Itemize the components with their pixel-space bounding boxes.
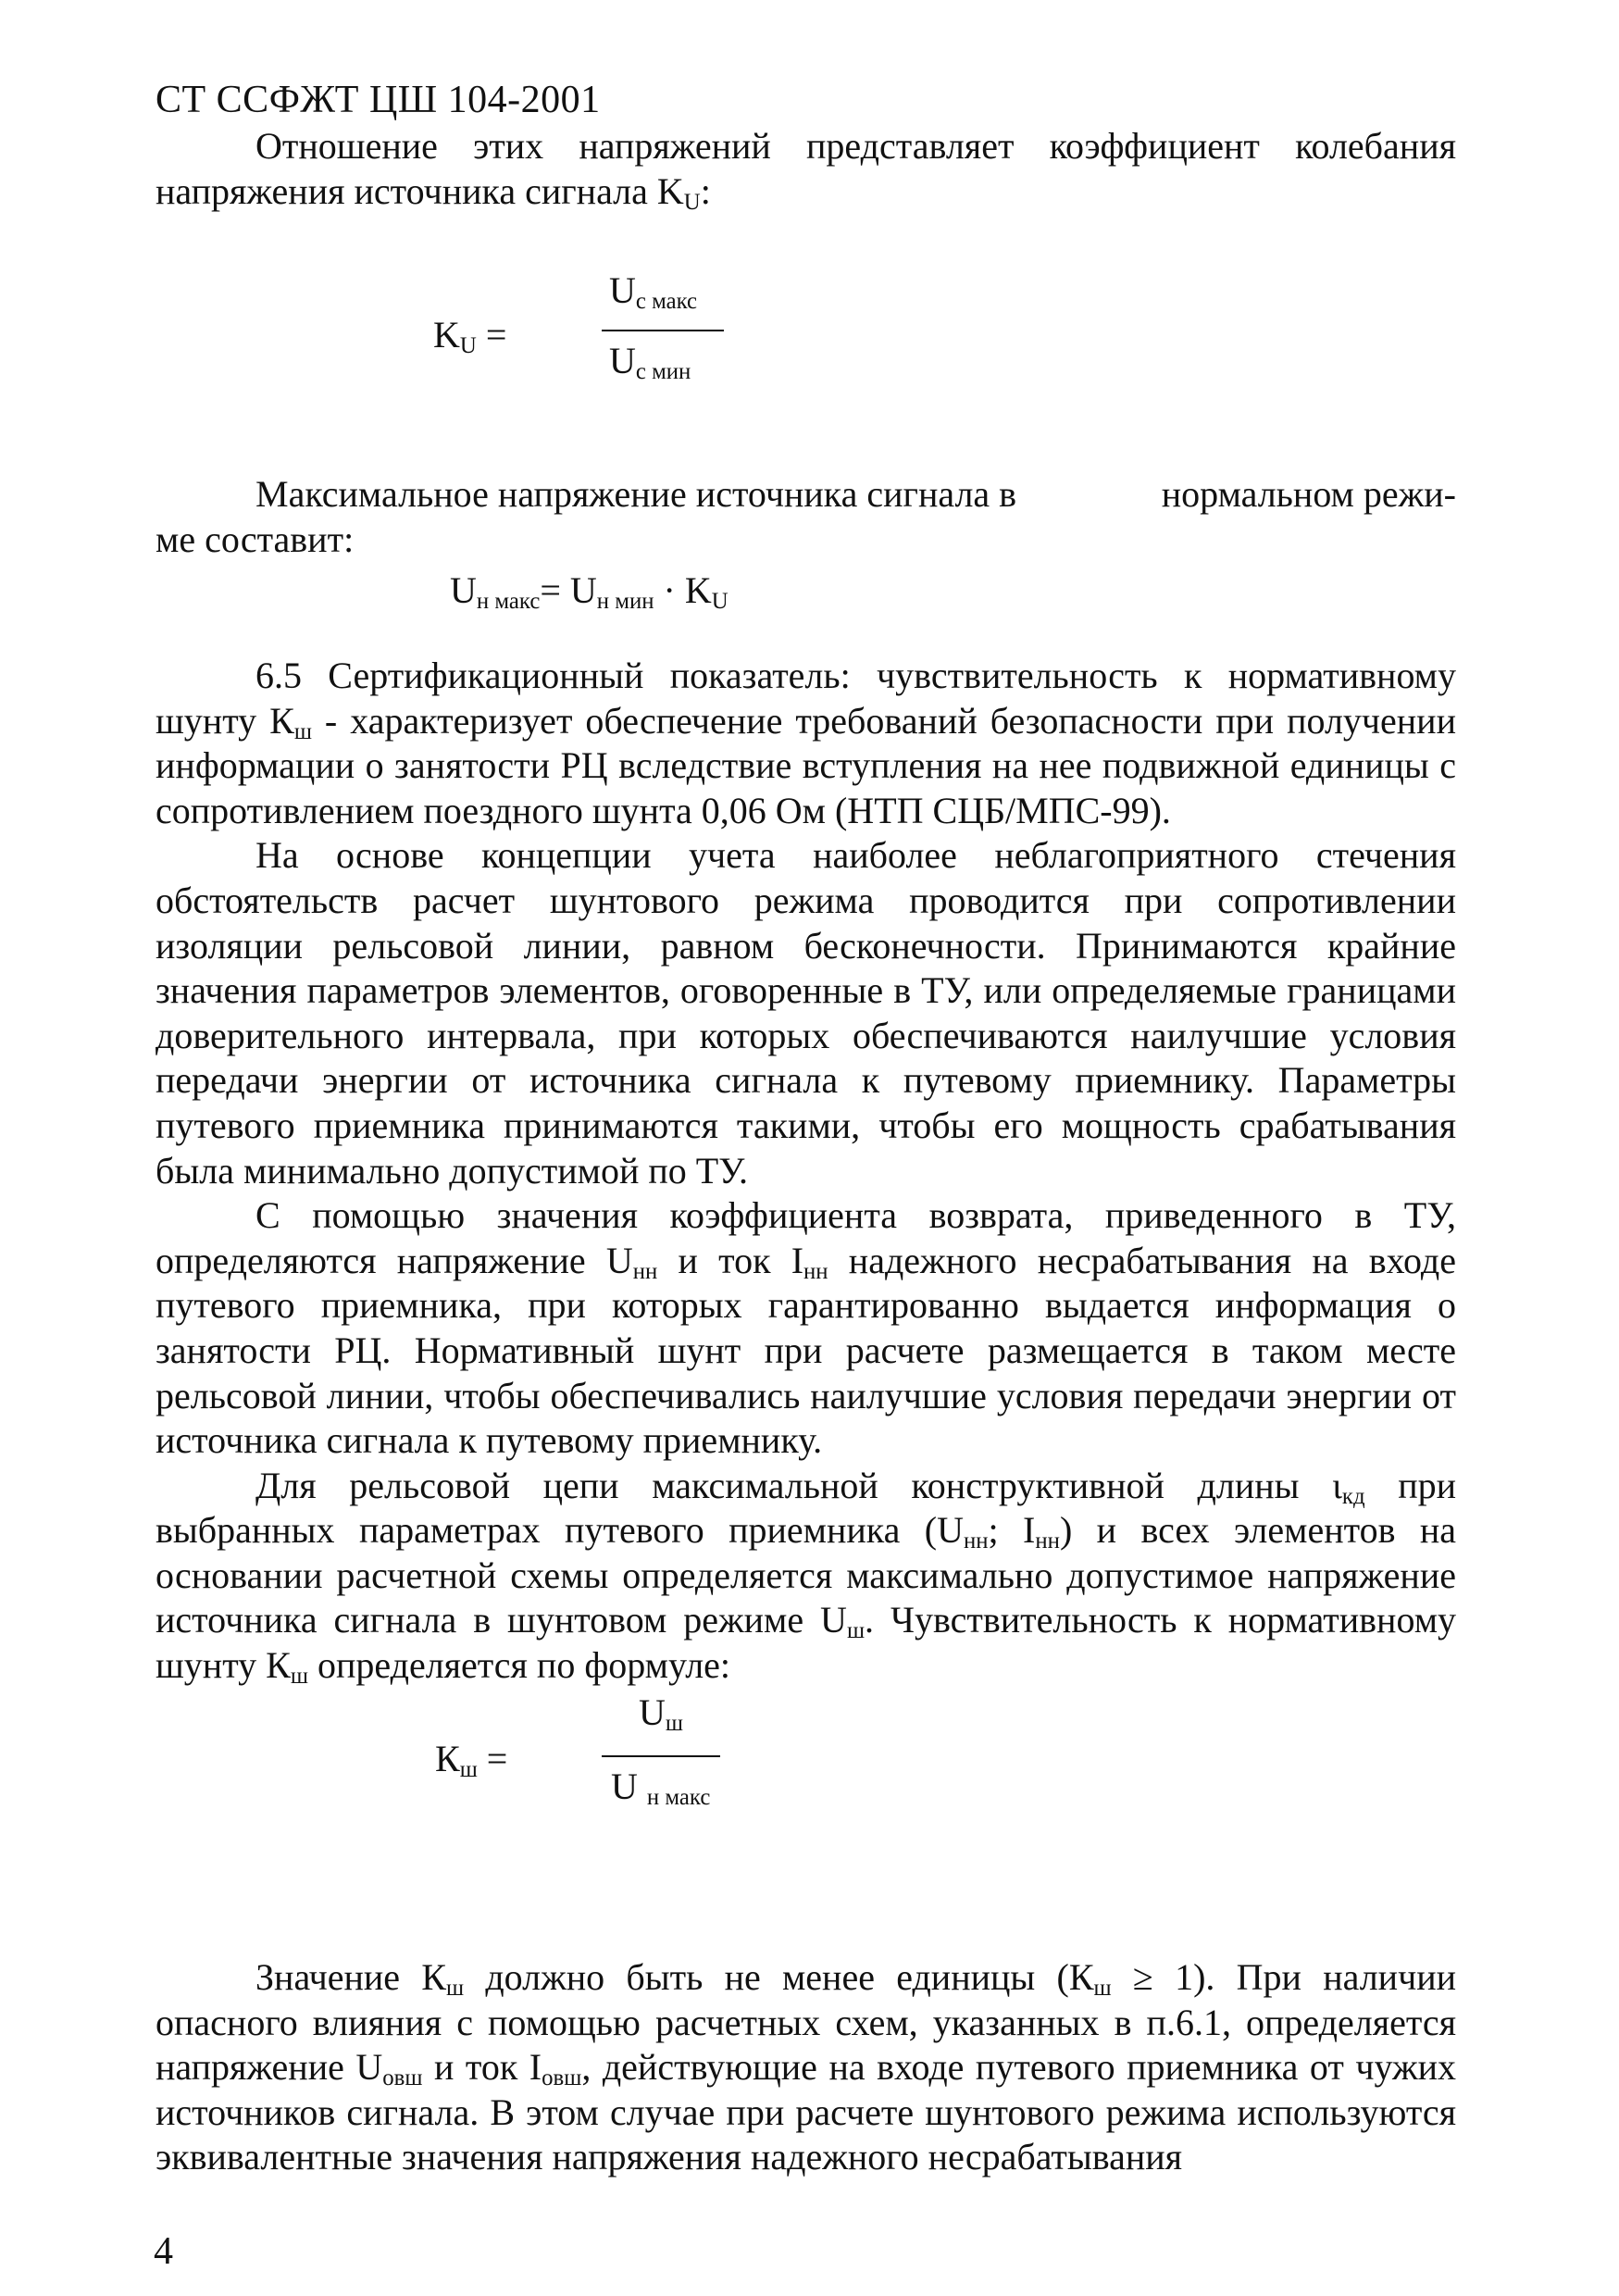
paragraph-concept: На основе концепции учета наиболее неблагоприятного стечения обстоятельств расчет шунтового режима проводится при сопротивлении изоляции рельсовой линии, равном бесконечности. Принимаются крайние значения параметров элементов, оговоренные в ТУ, или определяемые границами доверительного интервала, при которых обеспечиваются наилучшие условия передачи энергии от источника сигнала к путевому приемнику. Параметры путевого приемника принимаются такими, чтобы его мощность срабатывания была минимально допустимой по ТУ.: [156, 834, 1456, 1192]
page-number: 4: [154, 2230, 173, 2273]
formula-lhs: $К_ш$ =: [435, 1738, 508, 1783]
formula-lhs: $K_U$ =: [433, 314, 507, 359]
paragraph-max-length: Для рельсовой цепи максимальной конструктивной длины $\iota_{кд}$ при выбранных параметрах путевого приемника ($U_{нн}$; $I_{нн}$) и всех элементов на основании расчетной схемы определяется максимально допустимое напряжение источника сигнала в шунтовом режиме $U_ш$. Чувствительность к нормативному шунту $К_ш$ определяется по формуле:: [156, 1464, 1457, 1690]
formula-numerator: $U_{с макс}$: [609, 269, 698, 315]
paragraph-6-5: 6.5 Сертификационный показатель: чувствительность к нормативному шунту $К_ш$ - характеризует обеспечение требований безопасности при получении информации о занятости РЦ вследствие вступления на нее подвижной единицы с сопротивлением поездного шунта 0,06 Ом (НТП СЦБ/МПС-99).: [156, 655, 1456, 831]
formula-denominator: $U_{с мин}$: [609, 340, 691, 385]
fraction-bar: [602, 330, 724, 331]
fraction-bar: [602, 1755, 720, 1757]
document-id: СТ ССФЖТ ЦШ 104-2001: [156, 79, 601, 121]
paragraph-ratio-intro: Отношение этих напряжений представляет коэффициент колебания напряжения источника сигнала $K_U$:: [156, 125, 1456, 215]
formula-denominator: U $_{н макс}$: [611, 1766, 711, 1811]
formula-numerator: $U_ш$: [639, 1691, 683, 1737]
body-text-block: [156, 654, 1456, 1689]
document-header: [156, 78, 601, 122]
paragraph-max-voltage: Максимальное напряжение источника сигнала в нормальном режи- ме составит:: [156, 473, 1456, 560]
formula-u-max: $U_{н макс}= U_{н мин} \cdot K_U$: [450, 569, 729, 615]
paragraph-return-coefficient: С помощью значения коэффициента возврата, приведенного в ТУ, определяются напряжение $U_{нн}$ и ток $I_{нн}$ надежного несрабатывания на входе путевого приемника, при которых гарантированно выдается информация о занятости РЦ. Нормативный шунт при расчете размещается в таком месте рельсовой линии, чтобы обеспечивались наилучшие условия передачи энергии от источника сигнала к путевому приемнику.: [156, 1194, 1457, 1462]
paragraph-ksh-value: Значение $К_ш$ должно быть не менее единицы $(К_ш \ge 1)$. При наличии опасного влияния с помощью расчетных схем, указанных в п.6.1, определяется напряжение $U_{овш}$ и ток $I_{овш}$, действующие на входе путевого приемника от чужих источников сигнала. В этом случае при расчете шунтового режима используются эквивалентные значения напряжения надежного несрабатывания: [156, 1956, 1457, 2178]
